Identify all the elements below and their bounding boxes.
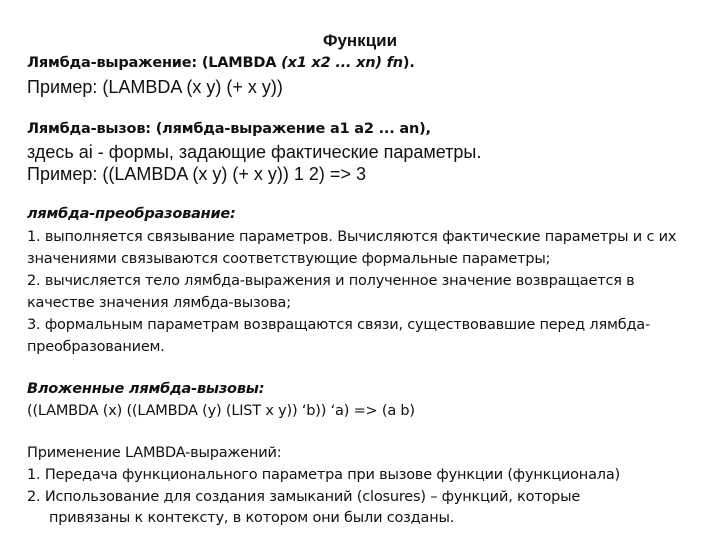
lambda-expression-label: Лямбда-выражение: (LAMBDA (27, 55, 277, 71)
example-1: Пример: (LAMBDA (x y) (+ x y)) (27, 77, 283, 97)
transform-line: 3. формальным параметрам возвращаются связи, существовавшие перед лямбда- (27, 317, 651, 333)
nested-calls-example: ((LAMBDA (x) ((LAMBDA (y) (LIST x y)) ‘b)) ‘a) => (a b) (27, 403, 415, 419)
lambda-expression-definition (27, 55, 415, 71)
lambda-expression-body: fn (386, 55, 403, 71)
transform-line: преобразованием. (27, 339, 165, 355)
transform-line: качестве значения лямбда-вызова; (27, 295, 291, 311)
lambda-call-description: здесь ai - формы, задающие фактические параметры. (27, 142, 482, 162)
transform-heading: лямбда-преобразование: (27, 206, 236, 222)
applications-item-2: 2. Использование для создания замыканий (closures) – функций, которые (27, 489, 581, 505)
transform-line: 2. вычисляется тело лямбда-выражения и полученное значение возвращается в (27, 273, 635, 289)
nested-calls-heading: Вложенные лямбда-вызовы: (27, 381, 265, 397)
transform-line: значениями связываются соответствующие формальные параметры; (27, 251, 551, 267)
slide-title-text: Функции (322, 31, 398, 50)
example-2: Пример: ((LAMBDA (x y) (+ x y)) 1 2) => 3 (27, 164, 366, 184)
lambda-expression-args: (x1 x2 ... xn) (281, 55, 382, 71)
applications-item-1: 1. Передача функционального параметра при вызове функции (функционала) (27, 467, 620, 483)
lambda-expression-end: ). (402, 55, 415, 71)
applications-item-2-continued: привязаны к контексту, в котором они были созданы. (49, 510, 455, 526)
slide-title (0, 31, 720, 51)
transform-line: 1. выполняется связывание параметров. Вычисляются фактические параметры и с их (27, 229, 677, 245)
lambda-call-definition: Лямбда-вызов: (лямбда-выражение a1 a2 ... an), (27, 121, 431, 137)
applications-heading: Применение LAMBDA-выражений: (27, 445, 282, 461)
